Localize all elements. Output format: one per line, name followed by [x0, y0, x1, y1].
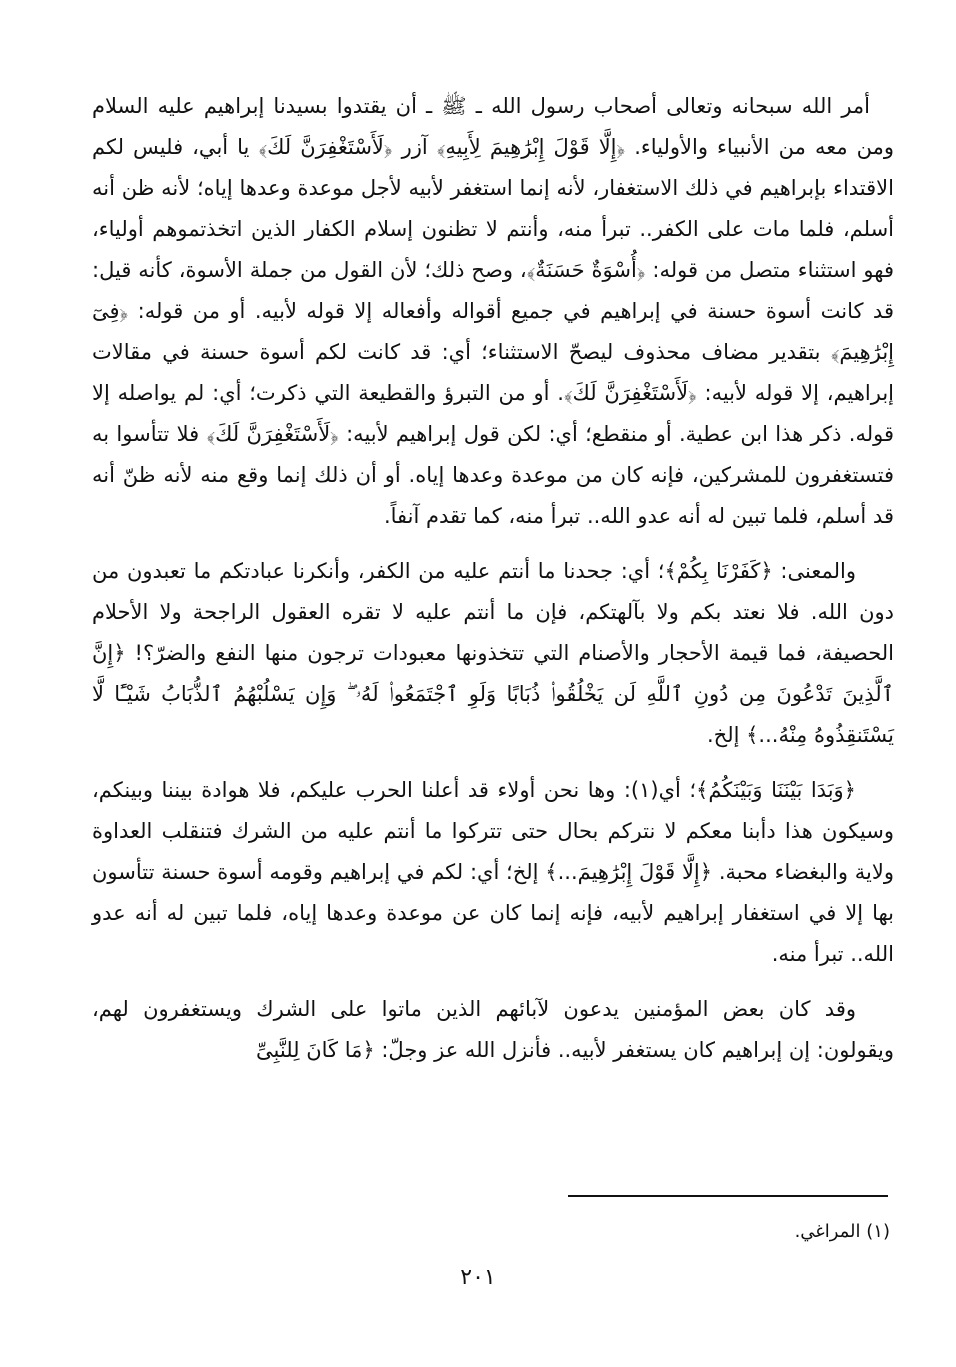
paragraph-2: والمعنى: ﴿كَفَرْنَا بِكُمْ﴾؛ أي: جحدنا ما أنتم عليه من الكفر، وأنكرنا عبادتكم ما تعبدون من دون الله. فلا نعتد بكم ولا بآلهتكم، فإن ما أنتم عليه لا تقره العقول الراجحة ولا الأحلام الحصيفة، فما قيمة الأحجار والأصنام التي تتخذونها معبودات ترجون منها النفع والضرّ؟! ﴿إِنَّ ٱلَّذِينَ تَدْعُونَ مِن دُونِ ٱللَّهِ لَن يَخْلُقُوا۟ ذُبَابًا وَلَوِ ٱجْتَمَعُوا۟ لَهُۥ ۖ وَإِن يَسْلُبْهُمُ ٱلذُّبَابُ شَيْـًٔا لَّا يَسْتَنقِذُوهُ مِنْهُ...﴾ إلخ. [92, 559, 894, 747]
paragraph-1: أمر الله سبحانه وتعالى أصحاب رسول الله ـ ﷺ ـ أن يقتدوا بسيدنا إبراهيم عليه السلام ومن معه من الأنبياء والأولياء. ﴿إِلَّا قَوْلَ إِبْرَٰهِيمَ لِأَبِيهِ﴾ آزر ﴿لَأَسْتَغْفِرَنَّ لَكَ﴾ يا أبي، فليس لكم الاقتداء بإبراهيم في ذلك الاستغفار، لأنه إنما استغفر لأبيه لأجل موعدة وعدها إياه؛ لأنه ظن أنه أسلم، فلما مات على الكفر.. تبرأ منه، وأنتم لا تظنون إسلام الكفار الذين اتخذتموهم أولياء، فهو استثناء متصل من قوله: ﴿أُسْوَةٌ حَسَنَةٌ﴾، وصح ذلك؛ لأن القول من جملة الأسوة، كأنه قيل: قد كانت أسوة حسنة في إبراهيم في جميع أقواله وأفعاله إلا قوله لأبيه. أو من قوله: ﴿فِىٓ إِبْرَٰهِيمَ﴾ بتقدير مضاف محذوف ليصحّ الاستثناء؛ أي: قد كانت لكم أسوة حسنة في مقالات إبراهيم، إلا قوله لأبيه: ﴿لَأَسْتَغْفِرَنَّ لَكَ﴾. أو من التبرؤ والقطيعة التي ذكرت؛ أي: لم يواصله إلا قوله. ذكر هذا ابن عطية. أو منقطع؛ أي: لكن قول إبراهيم لأبيه: ﴿لَأَسْتَغْفِرَنَّ لَكَ﴾ فلا تتأسوا به فتستغفرون للمشركين، فإنه كان من موعدة وعدها إياه. أو أن ذلك إنما وقع منه لأنه ظنّ أنه قد أسلم، فلما تبين له أنه عدو الله.. تبرأ منه، كما تقدم آنفاً. [92, 94, 894, 528]
main-text [92, 86, 894, 1085]
paragraph-3: ﴿وَبَدَا بَيْنَنَا وَبَيْنَكُمُ﴾؛ أي(١): وها نحن أولاء قد أعلنا الحرب عليكم، فلا هوادة بيننا وبينكم، وسيكون هذا دأبنا معكم لا نتركم بحال حتى تتركوا ما أنتم عليه من الشرك فتنقلب العداوة ولاية والبغضاء محبة. ﴿إِلَّا قَوْلَ إِبْرَٰهِيمَ...﴾ إلخ؛ أي: لكم في إبراهيم وقومه أسوة حسنة تتأسون بها إلا في استغفار إبراهيم لأبيه، فإنه إنما كان عن موعدة وعدها إياه، فلما تبين له أنه عدو الله.. تبرأ منه. [92, 778, 894, 966]
footnote-divider [568, 1195, 888, 1197]
footnote: (١) المراغي. [794, 1221, 890, 1242]
page-number: ٢٠١ [460, 1265, 496, 1290]
paragraph-4: وقد كان بعض المؤمنين يدعون لآبائهم الذين ماتوا على الشرك ويستغفرون لهم، ويقولون: إن إبراهيم كان يستغفر لأبيه.. فأنزل الله عز وجلّ: ﴿مَا كَانَ لِلنَّبِىِّ [92, 997, 894, 1062]
